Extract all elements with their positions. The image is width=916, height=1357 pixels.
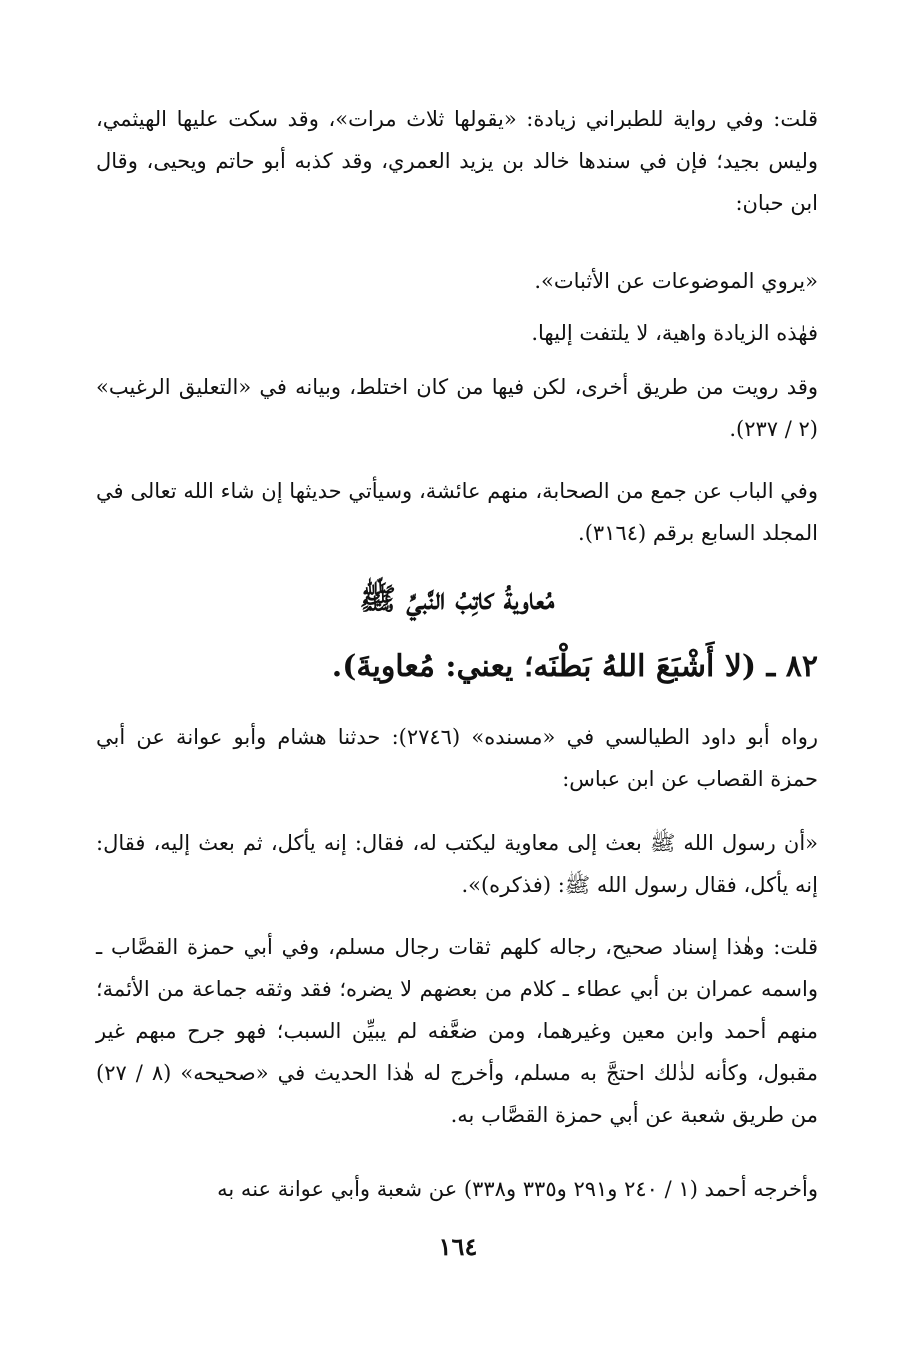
section-heading: مُعاويةُ كاتِبُ النَّبيِّ ﷺ (359, 582, 555, 617)
paragraph-weak-addition: فهٰذه الزيادة واهية، لا يلتفت إليها. (531, 321, 818, 345)
paragraph-tabarani-note: قلت: وفي رواية للطبراني زيادة: «يقولها ثلاث مرات»، وقد سكت عليها الهيثمي، وليس بجيد؛ فإن في سندها خالد بن يزيد العمري، وقد كذبه أبو حاتم ويحيى، وقال ابن حبان: (96, 107, 818, 215)
page-number: ١٦٤ (438, 1232, 478, 1261)
paragraph-hadith-text: «أن رسول الله ﷺ بعث إلى معاوية ليكتب له، فقال: إنه يأكل، ثم بعث إليه، فقال: إنه يأكل، فقال رسول الله ﷺ: (فذكره)». (96, 831, 818, 897)
paragraph-other-companions: وفي الباب عن جمع من الصحابة، منهم عائشة، وسيأتي حديثها إن شاء الله تعالى في المجلد السابع برقم (٣١٦٤). (96, 479, 818, 545)
paragraph-ahmad-reference: وأخرجه أحمد (١ / ٢٤٠ و٢٩١ و٣٣٥ و٣٣٨) عن شعبة وأبي عوانة عنه به (217, 1177, 818, 1201)
paragraph-isnad-assessment: قلت: وهٰذا إسناد صحيح، رجاله كلهم ثقات رجال مسلم، وفي أبي حمزة القصَّاب ـ واسمه عمران بن أبي عطاء ـ كلام من بعضهم لا يضره؛ فقد وثقه جماعة من الأئمة؛ منهم أحمد وابن معين وغيرهما، ومن ضعَّفه لم يبيِّن السبب؛ فهو جرح مبهم غير مقبول، وكأنه لذٰلك احتجَّ به مسلم، وأخرج له هٰذا الحديث في «صحيحه» (٨ / ٢٧) من طريق شعبة عن أبي حمزة القصَّاب به. (96, 935, 818, 1127)
paragraph-tayalisi-narration: رواه أبو داود الطيالسي في «مسنده» (٢٧٤٦): حدثنا هشام وأبو عوانة عن أبي حمزة القصاب عن ابن عباس: (96, 725, 818, 791)
paragraph-ibn-hibban-quote: «يروي الموضوعات عن الأثبات». (534, 269, 818, 293)
hadith-heading: ٨٢ ـ (لا أَشْبَعَ اللهُ بَطْنَه؛ يعني: مُعاويةَ). (331, 649, 818, 684)
paragraph-other-route: وقد رويت من طريق أخرى، لكن فيها من كان اختلط، وبيانه في «التعليق الرغيب» (٢ / ٢٣٧). (96, 375, 818, 441)
